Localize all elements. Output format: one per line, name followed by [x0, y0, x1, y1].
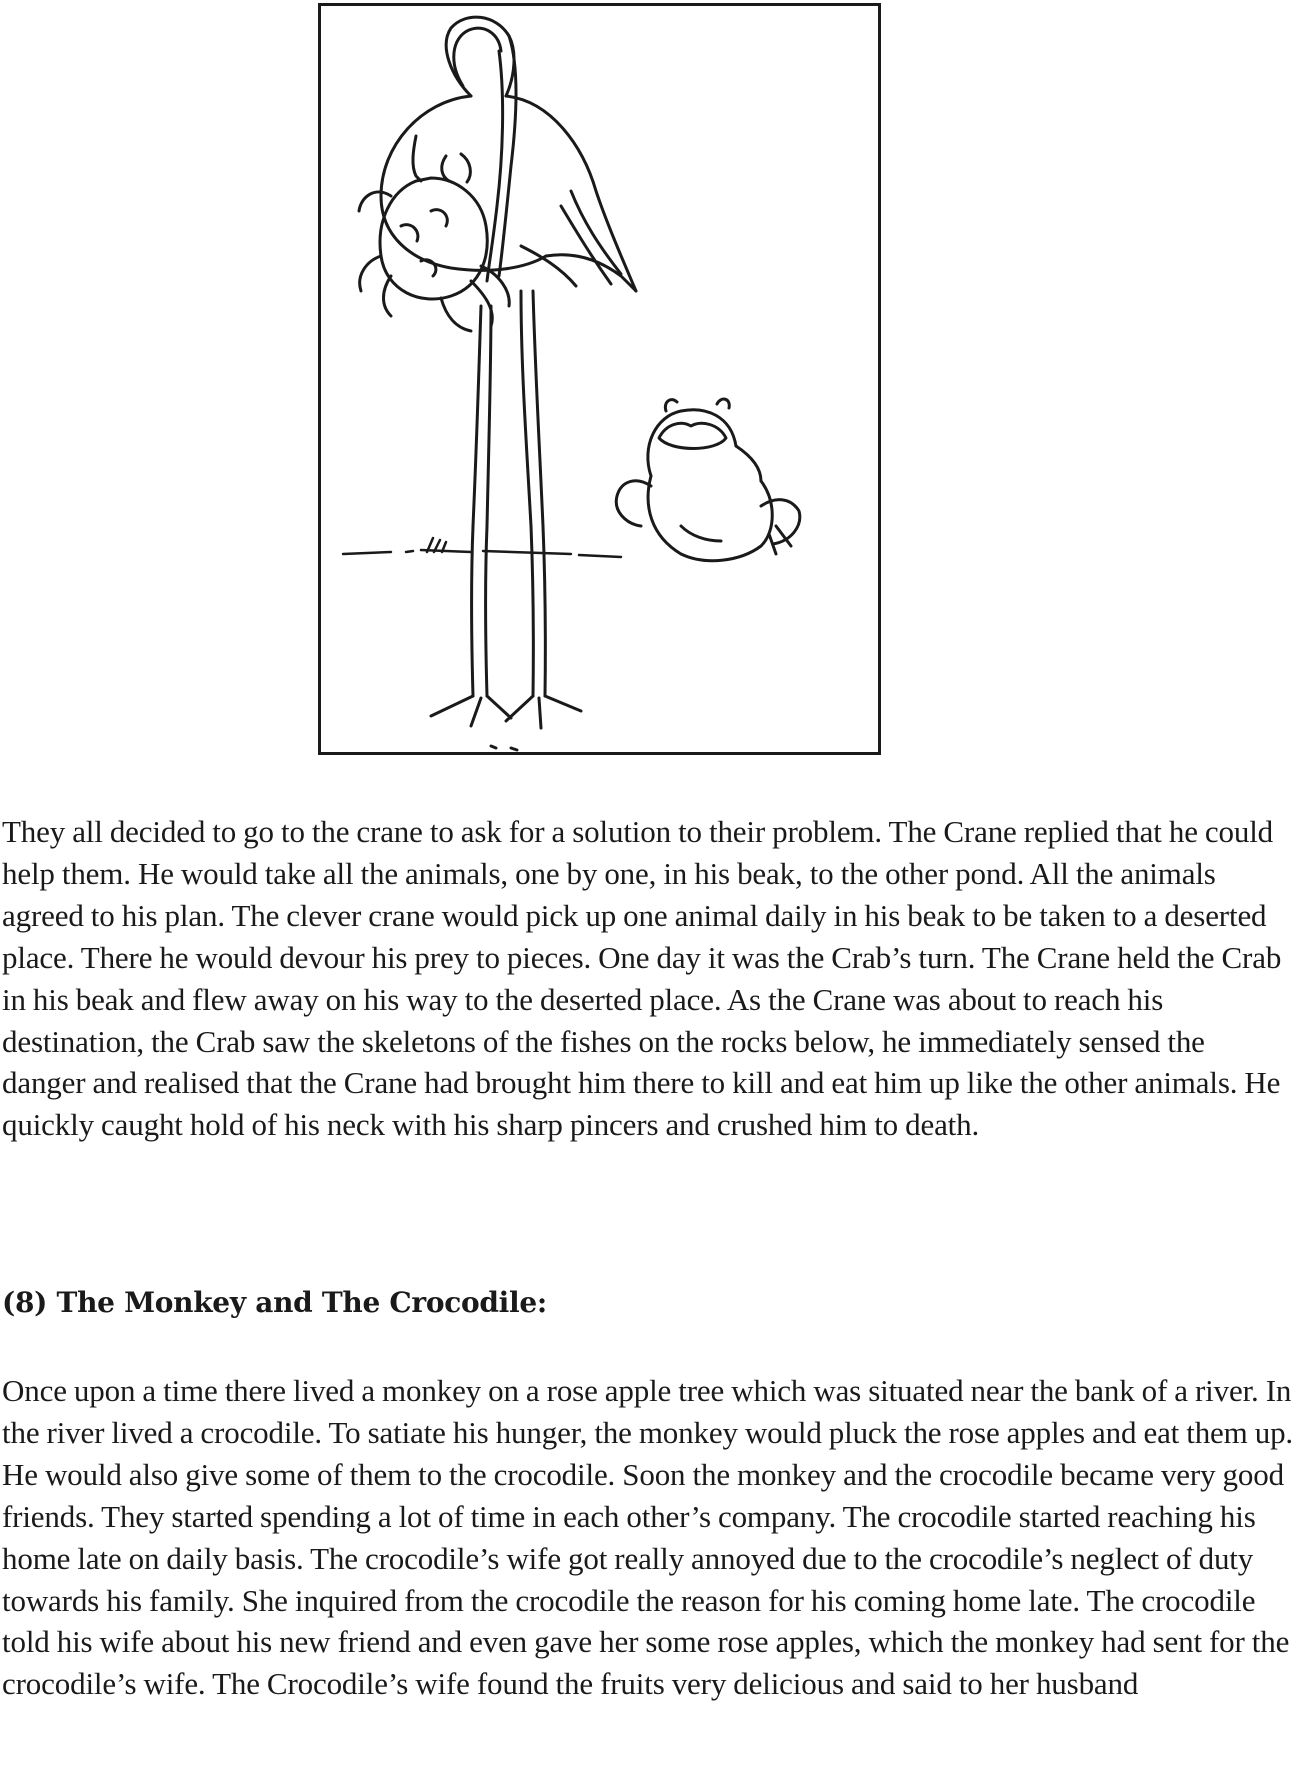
crane-neck-head	[413, 17, 516, 281]
crane-crab-frog-illustration	[321, 6, 878, 752]
crane-legs	[431, 291, 581, 750]
story-paragraph: They all decided to go to the crane to ask for a solution to their problem. The Crane replied that he could help them. He would take all the animals, one by one, in his beak, to the other pond. All the animals agreed to his plan. The clever crane would pick up one animal daily in his beak to be taken to a deserted place. There he would devour his prey to pieces. One day it was the Crab’s turn. The Crane held the Crab in his beak and flew away on his way to the deserted place. As the Crane was about to reach his destination, the Crab saw the skeletons of the fishes on the rocks below, he immediately sensed the danger and realised that the Crane had brought him there to kill and eat him up like the other animals. He quickly caught hold of his neck with his sharp pincers and crushed him to death.	[2, 814, 1282, 1143]
frog	[616, 399, 800, 561]
section-heading: (8) The Monkey and The Crocodile:	[2, 1286, 547, 1319]
illustration-frame	[318, 3, 881, 755]
ground-line	[343, 538, 621, 557]
story-paragraph: Once upon a time there lived a monkey on a rose apple tree which was situated near the bank of a river. In the river lived a crocodile. To satiate his hunger, the monkey would pluck the rose apples and eat them up. He would also give some of them to the crocodile. Soon the monkey and the crocodile became very good friends. They started spending a lot of time in each other’s company. The crocodile started reaching his home late on daily basis. The crocodile’s wife got really annoyed due to the crocodile’s neglect of duty towards his family. She inquired from the crocodile the reason for his coming home late. The crocodile told his wife about his new friend and even gave her some rose apples, which the monkey had sent for the crocodile’s wife. The Crocodile’s wife found the fruits very delicious and said to her husband	[2, 1373, 1294, 1702]
